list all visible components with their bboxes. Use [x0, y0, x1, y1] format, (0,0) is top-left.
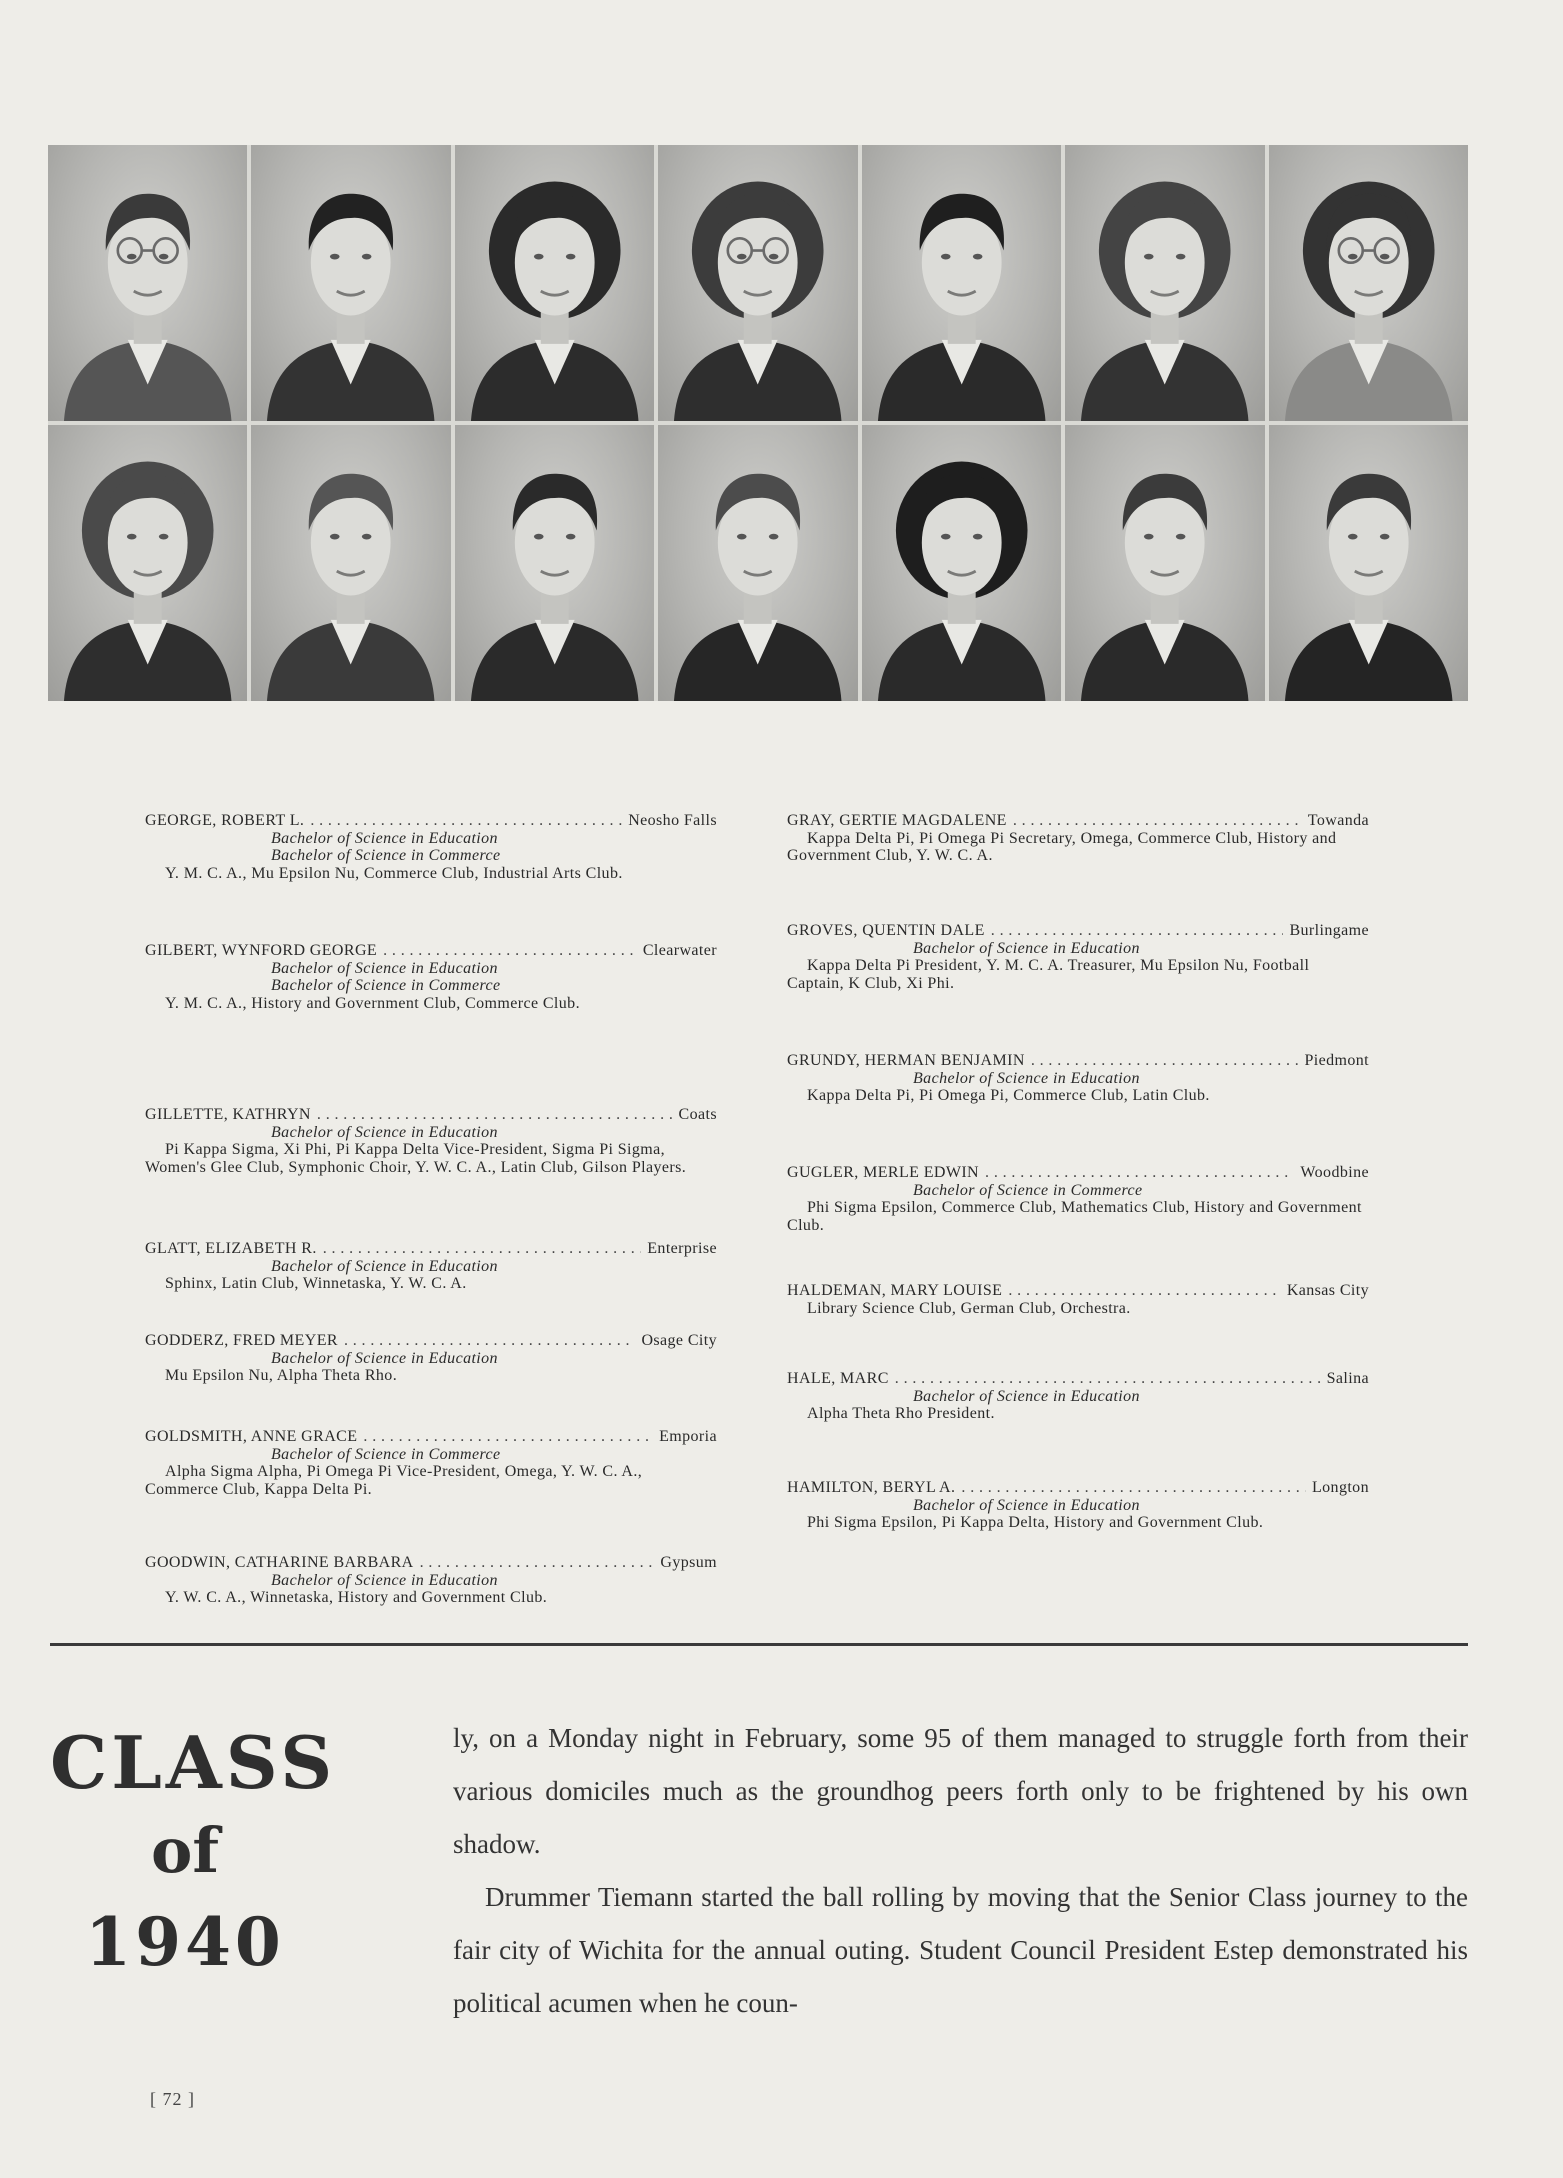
- entry-header: [145, 1106, 717, 1124]
- student-entry: [787, 1164, 1369, 1234]
- entry-header: [145, 1332, 717, 1350]
- activities: Alpha Theta Rho President.: [807, 1405, 995, 1422]
- entry-header: [787, 1052, 1369, 1070]
- portrait-photo: [658, 425, 857, 701]
- dot-leader: [961, 1479, 1306, 1497]
- student-entry: [787, 1479, 1369, 1532]
- hometown: Enterprise: [647, 1240, 717, 1257]
- dot-leader: [991, 922, 1284, 940]
- student-entry: [145, 1332, 717, 1385]
- story-text: [453, 1712, 1468, 2030]
- activities: Y. M. C. A., Mu Epsilon Nu, Commerce Club, Industrial Arts Club.: [165, 864, 623, 882]
- portrait-silhouette: [251, 145, 450, 421]
- student-name: GLATT, ELIZABETH R.: [145, 1240, 317, 1257]
- dot-leader: [985, 1164, 1294, 1182]
- portrait-photo: [455, 145, 654, 421]
- student-entry: [145, 1428, 717, 1498]
- dot-leader: [895, 1370, 1321, 1388]
- story-paragraph-2: Drummer Tiemann started the ball rolling by moving that the Senior Class journey to the fair city of Wichita for the annual outing. Student Council President Estep demonstrated his political acumen when he coun-: [453, 1882, 1468, 2018]
- student-entry: [145, 942, 717, 1012]
- student-name: GOLDSMITH, ANNE GRACE: [145, 1428, 358, 1445]
- portrait-photo: [251, 425, 450, 701]
- portrait-silhouette: [1065, 425, 1264, 701]
- degree: Bachelor of Science in Commerce: [271, 1445, 501, 1463]
- student-entry: [145, 1106, 717, 1176]
- hometown: Burlingame: [1289, 922, 1369, 939]
- portrait-photo: [48, 425, 247, 701]
- hometown: Woodbine: [1300, 1164, 1369, 1181]
- degree: Bachelor of Science in Education: [913, 939, 1140, 957]
- class-title: [50, 1720, 337, 1986]
- section-divider: [50, 1643, 1468, 1646]
- entry-header: [787, 812, 1369, 830]
- student-name: GEORGE, ROBERT L.: [145, 812, 305, 829]
- degree: Bachelor of Science in Commerce: [271, 847, 501, 864]
- degree: Bachelor of Science in Education: [271, 959, 498, 977]
- portrait-photo: [862, 425, 1061, 701]
- degree: Bachelor of Science in Education: [271, 1123, 498, 1141]
- activities: Sphinx, Latin Club, Winnetaska, Y. W. C. A.: [165, 1275, 467, 1292]
- student-entry: [145, 812, 717, 882]
- activities: Kappa Delta Pi, Pi Omega Pi Secretary, Omega, Commerce Club, History and Government Club, Y. W. C. A.: [787, 829, 1337, 864]
- student-name: GILLETTE, KATHRYN: [145, 1106, 311, 1123]
- hometown: Coats: [678, 1106, 717, 1123]
- dot-leader: [344, 1332, 636, 1350]
- entry-header: [787, 1282, 1369, 1300]
- portrait-photo: [1269, 425, 1468, 701]
- entry-header: [145, 1554, 717, 1572]
- degree: Bachelor of Science in Commerce: [913, 1181, 1143, 1199]
- class-title-line2: of: [150, 1814, 220, 1887]
- student-name: GRAY, GERTIE MAGDALENE: [787, 812, 1007, 829]
- portrait-photo: [1269, 145, 1468, 421]
- dot-leader: [1031, 1052, 1299, 1070]
- student-entry: [787, 922, 1369, 992]
- student-name: GROVES, QUENTIN DALE: [787, 922, 985, 939]
- activities: Alpha Sigma Alpha, Pi Omega Pi Vice-President, Omega, Y. W. C. A., Commerce Club, Kappa Delta Pi.: [145, 1463, 643, 1498]
- class-title-year: 1940: [85, 1903, 285, 1981]
- activities: Phi Sigma Epsilon, Commerce Club, Mathematics Club, History and Government Club.: [787, 1199, 1362, 1234]
- student-name: GODDERZ, FRED MEYER: [145, 1332, 338, 1349]
- dot-leader: [383, 942, 637, 960]
- portrait-photo: [658, 145, 857, 421]
- entry-header: [145, 1240, 717, 1258]
- student-entry: [787, 1282, 1369, 1317]
- dot-leader: [1013, 812, 1302, 830]
- activities: Y. W. C. A., Winnetaska, History and Government Club.: [165, 1589, 548, 1606]
- portrait-silhouette: [658, 425, 857, 701]
- degree: Bachelor of Science in Education: [913, 1069, 1140, 1087]
- entry-header: [787, 922, 1369, 940]
- portrait-silhouette: [251, 425, 450, 701]
- entry-header: [787, 1164, 1369, 1182]
- dot-leader: [420, 1554, 655, 1572]
- degree: Bachelor of Science in Education: [913, 1496, 1140, 1514]
- degree: Bachelor of Science in Education: [913, 1387, 1140, 1405]
- degree: Bachelor of Science in Commerce: [271, 977, 501, 994]
- portrait-photo: [1065, 425, 1264, 701]
- student-entry: [787, 812, 1369, 865]
- activities: Kappa Delta Pi President, Y. M. C. A. Treasurer, Mu Epsilon Nu, Football Captain, K Club, Xi Phi.: [787, 957, 1310, 992]
- student-entry: [145, 1240, 717, 1293]
- dot-leader: [363, 1428, 653, 1446]
- hometown: Salina: [1326, 1370, 1369, 1387]
- degree: Bachelor of Science in Education: [271, 1571, 498, 1589]
- hometown: Osage City: [641, 1332, 717, 1349]
- student-entry: [145, 1554, 717, 1607]
- student-name: GRUNDY, HERMAN BENJAMIN: [787, 1052, 1025, 1069]
- hometown: Clearwater: [642, 942, 717, 959]
- portrait-silhouette: [48, 425, 247, 701]
- portrait-silhouette: [1065, 145, 1264, 421]
- student-name: HALDEMAN, MARY LOUISE: [787, 1282, 1003, 1299]
- page-number: [ 72 ]: [150, 2089, 195, 2109]
- dot-leader: [317, 1106, 673, 1124]
- portrait-silhouette: [455, 145, 654, 421]
- student-name: GOODWIN, CATHARINE BARBARA: [145, 1554, 414, 1571]
- entry-header: [787, 1370, 1369, 1388]
- portrait-photo: [1065, 145, 1264, 421]
- dot-leader: [310, 812, 622, 830]
- portrait-silhouette: [862, 145, 1061, 421]
- activities: Phi Sigma Epsilon, Pi Kappa Delta, History and Government Club.: [807, 1514, 1264, 1531]
- student-entry: [787, 1052, 1369, 1105]
- entry-header: [145, 812, 717, 830]
- hometown: Longton: [1311, 1479, 1369, 1496]
- student-name: HAMILTON, BERYL A.: [787, 1479, 956, 1496]
- story-paragraph-1: ly, on a Monday night in February, some 95 of them managed to struggle forth from their various domiciles much as the groundhog peers forth only to be frightened by his own shadow.: [453, 1723, 1468, 1859]
- portrait-silhouette: [862, 425, 1061, 701]
- degree: Bachelor of Science in Education: [271, 1257, 498, 1275]
- hometown: Emporia: [659, 1428, 717, 1445]
- dot-leader: [323, 1240, 642, 1258]
- entry-header: [145, 1428, 717, 1446]
- entry-header: [787, 1479, 1369, 1497]
- portrait-silhouette: [1269, 425, 1468, 701]
- activities: Y. M. C. A., History and Government Club, Commerce Club.: [165, 994, 580, 1012]
- degree: Bachelor of Science in Education: [271, 1349, 498, 1367]
- portrait-grid: [48, 145, 1468, 701]
- activities: Library Science Club, German Club, Orchestra.: [807, 1299, 1131, 1317]
- class-title-line1: CLASS: [50, 1720, 337, 1805]
- portrait-photo: [251, 145, 450, 421]
- student-name: GILBERT, WYNFORD GEORGE: [145, 942, 378, 959]
- activities: Mu Epsilon Nu, Alpha Theta Rho.: [165, 1367, 398, 1384]
- portrait-photo: [48, 145, 247, 421]
- portrait-silhouette: [658, 145, 857, 421]
- portrait-photo: [862, 145, 1061, 421]
- hometown: Towanda: [1307, 812, 1369, 829]
- student-name: HALE, MARC: [787, 1370, 889, 1387]
- hometown: Neosho Falls: [628, 812, 717, 829]
- hometown: Piedmont: [1304, 1052, 1369, 1069]
- portrait-silhouette: [455, 425, 654, 701]
- dot-leader: [1008, 1282, 1280, 1300]
- hometown: Kansas City: [1286, 1282, 1369, 1299]
- portrait-photo: [455, 425, 654, 701]
- activities: Pi Kappa Sigma, Xi Phi, Pi Kappa Delta Vice-President, Sigma Pi Sigma, Women's Glee Club, Symphonic Choir, Y. W. C. A., Latin Club, Gilson Players.: [145, 1141, 687, 1176]
- student-entry: [787, 1370, 1369, 1423]
- degree: Bachelor of Science in Education: [271, 829, 498, 847]
- student-name: GUGLER, MERLE EDWIN: [787, 1164, 980, 1181]
- hometown: Gypsum: [660, 1554, 717, 1571]
- portrait-silhouette: [48, 145, 247, 421]
- activities: Kappa Delta Pi, Pi Omega Pi, Commerce Club, Latin Club.: [807, 1087, 1210, 1104]
- entry-header: [145, 942, 717, 960]
- portrait-silhouette: [1269, 145, 1468, 421]
